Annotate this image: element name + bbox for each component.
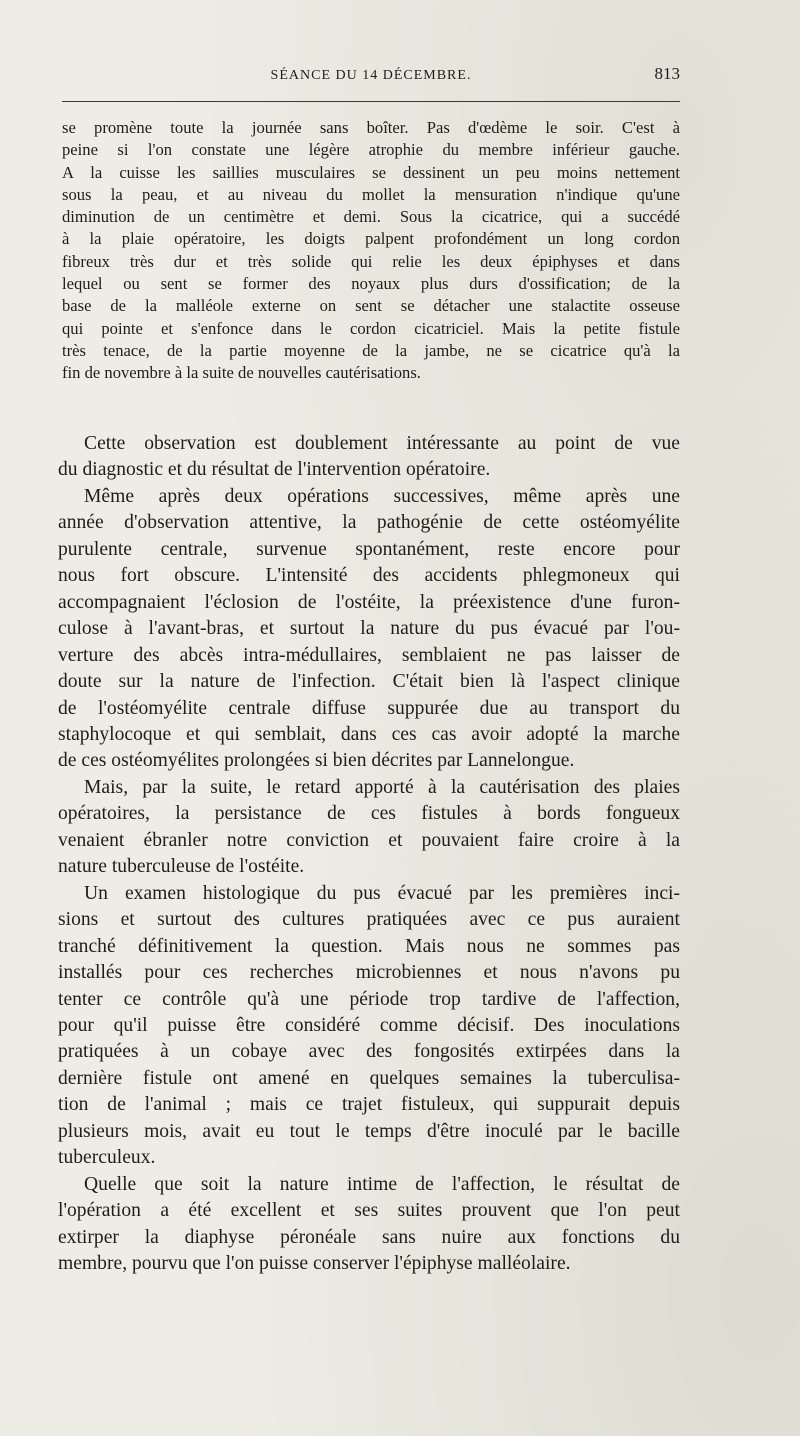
text-line: se promène toute la journée sans boîter. Pas d'œdème le soir. C'est à	[62, 118, 680, 137]
text-line: pour qu'il puisse être considéré comme décisif. Des inoculations	[58, 1014, 680, 1036]
text-line: A la cuisse les saillies musculaires se dessinent un peu moins nettement	[62, 162, 680, 182]
text-line: installés pour ces recherches microbiennes et nous n'avons pu	[58, 962, 680, 984]
text-line: lequel ou sent se former des noyaux plus durs d'ossification; de la	[62, 274, 680, 294]
text-line: Un examen histologique du pus évacué par les premières inci-	[84, 882, 680, 904]
text-line: dernière fistule ont amené en quelques semaines la tuberculisa-	[58, 1067, 680, 1089]
running-title: SÉANCE DU 14 DÉCEMBRE.	[270, 68, 472, 83]
text-line: culose à l'avant-bras, et surtout la nature du pus évacué par l'ou-	[58, 618, 680, 640]
text-line: verture des abcès intra-médullaires, semblaient ne pas laisser de	[58, 644, 680, 666]
text-line: pratiquées à un cobaye avec des fongosités extirpées dans la	[58, 1041, 680, 1063]
page-number: 813	[654, 64, 680, 83]
text-line: venaient ébranler notre conviction et pouvaient faire croire à la	[58, 829, 680, 851]
text-line: extirper la diaphyse péronéale sans nuire aux fonctions du	[58, 1226, 680, 1248]
text-line: nous fort obscure. L'intensité des accidents phlegmoneux qui	[58, 565, 680, 587]
text-line: tenter ce contrôle qu'à une période trop tardive de l'affection,	[58, 988, 680, 1010]
text-line: qui pointe et s'enfonce dans le cordon cicatriciel. Mais la petite fistule	[62, 318, 680, 338]
text-line: tion de l'animal ; mais ce trajet fistuleux, qui suppurait depuis	[58, 1094, 680, 1116]
text-line: peine si l'on constate une légère atrophie du membre inférieur gauche.	[62, 140, 680, 160]
text-line: à la plaie opératoire, les doigts palpent profondément un long cordon	[62, 229, 680, 249]
text-line: fin de novembre à la suite de nouvelles cautérisations.	[62, 363, 421, 383]
discussion-section	[58, 431, 680, 1278]
text-line: Même après deux opérations successives, même après une	[84, 485, 680, 507]
paragraph	[58, 431, 680, 484]
text-line: plusieurs mois, avait eu tout le temps d'être inoculé par le bacille	[58, 1120, 680, 1142]
text-line: fibreux très dur et très solide qui relie les deux épiphyses et dans	[62, 251, 680, 271]
text-line: Mais, par la suite, le retard apporté à la cautérisation des plaies	[84, 776, 680, 798]
text-line: purulente centrale, survenue spontanément, reste encore pour	[58, 538, 680, 560]
paragraph	[58, 775, 680, 881]
text-line: très tenace, de la partie moyenne de la jambe, ne se cicatrice qu'à la	[62, 340, 680, 360]
text-line: membre, pourvu que l'on puisse conserver l'épiphyse malléolaire.	[58, 1253, 571, 1275]
text-line: diminution de un centimètre et demi. Sous la cicatrice, qui a succédé	[62, 207, 680, 227]
text-line: staphylocoque et qui semblait, dans ces cas avoir adopté la marche	[58, 723, 680, 745]
header-rule	[62, 101, 680, 102]
text-line: base de la malléole externe on sent se détacher une stalactite osseuse	[62, 296, 680, 316]
text-line: l'opération a été excellent et ses suites prouvent que l'on peut	[58, 1200, 680, 1222]
paragraph	[58, 881, 680, 1172]
text-line: accompagnaient l'éclosion de l'ostéite, la préexistence d'une furon-	[58, 591, 680, 613]
text-line: année d'observation attentive, la pathogénie de cette ostéomyélite	[58, 512, 680, 534]
text-line: du diagnostic et du résultat de l'intervention opératoire.	[58, 459, 491, 481]
text-line: Cette observation est doublement intéressante au point de vue	[84, 433, 680, 454]
running-header	[62, 64, 680, 86]
text-line: sions et surtout des cultures pratiquées avec ce pus auraient	[58, 909, 680, 931]
text-line: sous la peau, et au niveau du mollet la mensuration n'indique qu'une	[62, 184, 680, 204]
text-line: doute sur la nature de l'infection. C'était bien là l'aspect clinique	[58, 671, 680, 693]
text-line: opératoires, la persistance de ces fistules à bords fongueux	[58, 803, 680, 825]
text-line: de ces ostéomyélites prolongées si bien décrites par Lannelongue.	[58, 750, 575, 772]
text-line: nature tuberculeuse de l'ostéite.	[58, 856, 305, 878]
text-line: tranché définitivement la question. Mais nous ne sommes pas	[58, 935, 680, 957]
paragraph	[58, 484, 680, 775]
text-line: tuberculeux.	[58, 1147, 156, 1169]
paragraph	[58, 1172, 680, 1278]
text-line: Quelle que soit la nature intime de l'affection, le résultat de	[84, 1173, 680, 1195]
case-report-paragraph	[62, 117, 680, 385]
text-line: de l'ostéomyélite centrale diffuse suppurée due au transport du	[58, 697, 680, 719]
